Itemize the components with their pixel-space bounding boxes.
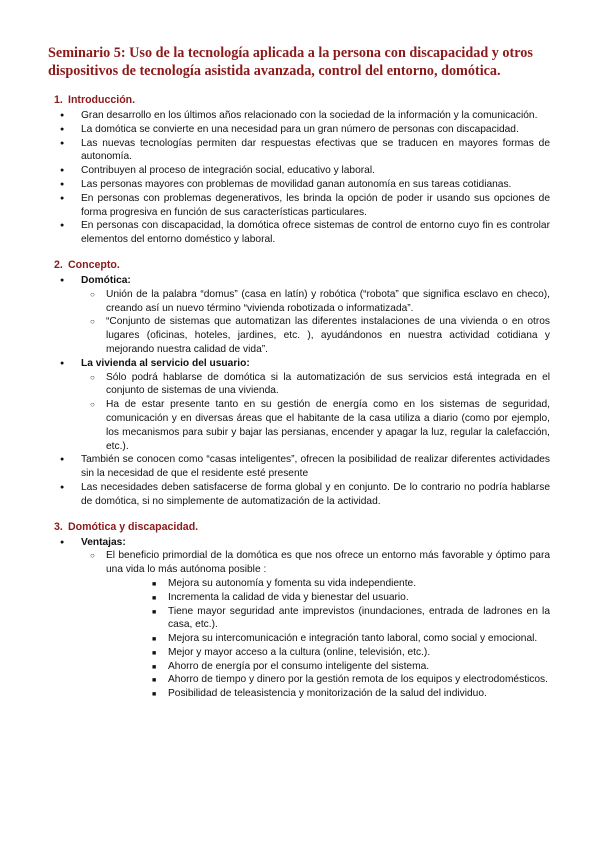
list-item: ● También se conocen como “casas inteligentes”, ofrecen la posibilidad de realizar diferentes actividades sin la necesidad de que el residente esté presente [48,453,550,481]
advantage-item: ■ Tiene mayor seguridad ante imprevistos (inundaciones, entrada de ladrones en la casa, etc.). [144,605,550,633]
group-ventajas [48,536,550,550]
sub-item: ○ Unión de la palabra “domus” (casa en latín) y robótica (“robota” que significa esclavo en checo), creando así un nuevo término “vivienda robotizada o informatizada”. [81,288,550,316]
sub-list [81,549,550,577]
list-item: ● En personas con problemas degenerativos, les brinda la opción de poder ir usando sus opciones de forma progresiva en función de sus características particulares. [48,192,550,220]
sub-item: ○ El beneficio primordial de la domótica es que nos ofrece un entorno más favorable y óptimo para una vida lo más autónoma posible : [81,549,550,577]
bullet-list [48,536,550,550]
sub-list [81,288,550,357]
section-title: Introducción. [68,94,136,106]
list-item: ● Contribuyen al proceso de integración social, educativo y laboral. [48,164,550,178]
section-title: Domótica y discapacidad. [68,520,199,533]
section-heading [48,259,550,272]
section-introduccion [48,94,550,247]
group-vivienda [48,357,550,371]
bullet-list [48,109,550,247]
section-number: 3. [54,520,63,533]
section-domotica-discapacidad [48,521,550,702]
group-label: La vivienda al servicio del usuario: [81,357,250,369]
group-label: Domótica: [81,274,131,286]
section-title: Concepto. [68,258,120,271]
advantage-item: ■ Posibilidad de teleasistencia y monitorización de la salud del individuo. [144,687,550,701]
document-title: Seminario 5: Uso de la tecnología aplicada a la persona con discapacidad y otros dispositivos de tecnología asistida avanzada, control del entorno, domótica. [48,45,533,79]
section-heading [48,521,550,534]
group-label: Ventajas: [81,536,126,548]
list-item: ● Gran desarrollo en los últimos años relacionado con la sociedad de la información y la comunicación. [48,109,550,123]
list-item: ● Las nuevas tecnologías permiten dar respuestas efectivas que se traducen en mayores formas de autonomía. [48,137,550,165]
list-item: ● Las necesidades deben satisfacerse de forma global y en conjunto. De lo contrario no podría hablarse de domótica, si no simplemente de automatización de la actividad. [48,481,550,509]
list-item: ● En personas con discapacidad, la domótica ofrece sistemas de control de entorno cuyo fin es controlar elementos del entorno doméstico y laboral. [48,219,550,247]
group-domotica [48,274,550,288]
sub-list [81,371,550,454]
advantage-item: ■ Ahorro de energía por el consumo inteligente del sistema. [144,660,550,674]
section-number: 1. [54,94,63,106]
section-number: 2. [54,258,63,271]
sub-item: ○ Sólo podrá hablarse de domótica si la automatización de sus servicios está integrada en el conjunto de sistemas de una vivienda. [81,371,550,399]
list-item: ● La domótica se convierte en una necesidad para un gran número de personas con discapacidad. [48,123,550,137]
advantage-item: ■ Mejora su autonomía y fomenta su vida independiente. [144,577,550,591]
advantage-item: ■ Mejor y mayor acceso a la cultura (online, televisión, etc.). [144,646,550,660]
bullet-list [48,274,550,288]
sub-item: ○ Ha de estar presente tanto en su gestión de energía como en los sistemas de seguridad, comunicación y en diversas áreas que el habitante de la casa utiliza a diario (como por ejemplo, los mecanismos para subir y bajar las persianas, encender y apagar la luz, regular la calefacción, etc.). [81,398,550,453]
section-concepto [48,259,550,509]
list-item: ● Las personas mayores con problemas de movilidad ganan autonomía en sus tareas cotidianas. [48,178,550,192]
advantages-list [144,577,550,701]
bullet-list [48,453,550,508]
section-heading [48,94,550,107]
advantage-item: ■ Ahorro de tiempo y dinero por la gestión remota de los equipos y electrodomésticos. [144,673,550,687]
sub-item: ○ “Conjunto de sistemas que automatizan las diferentes instalaciones de una vivienda o en otros lugares (oficinas, hoteles, jardines, etc. ), ayudándonos en nuestra actividad cotidiana y mejorando nuestra calidad de vida”. [81,315,550,356]
bullet-list [48,357,550,371]
advantage-item: ■ Mejora su intercomunicación e integración tanto laboral, como social y emocional. [144,632,550,646]
advantage-item: ■ Incrementa la calidad de vida y bienestar del usuario. [144,591,550,605]
